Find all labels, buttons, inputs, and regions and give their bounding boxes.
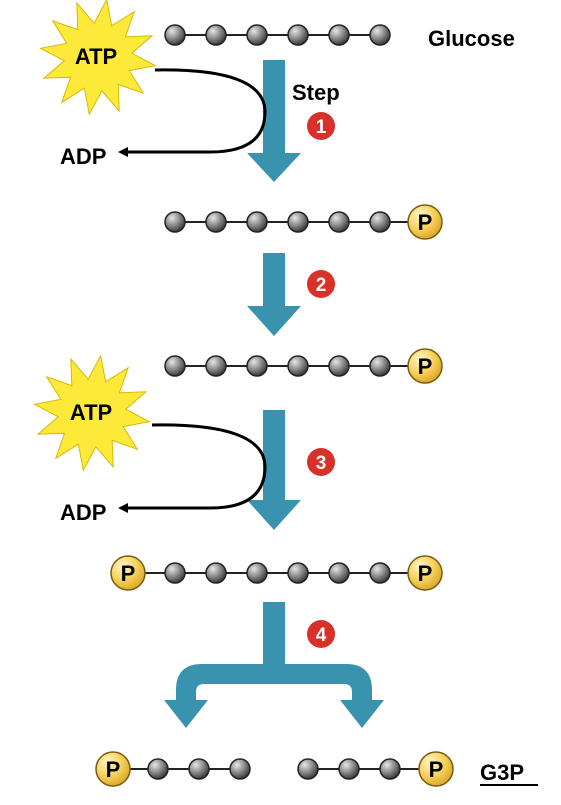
carbon-bead — [230, 759, 250, 779]
phosphate-group — [408, 349, 442, 383]
carbon-bead — [288, 356, 308, 376]
carbon-bead — [370, 356, 390, 376]
carbon-bead — [380, 759, 400, 779]
step-3-badge — [307, 448, 335, 476]
atp-label-2: ATP — [69, 400, 113, 425]
carbon-bead — [247, 563, 267, 583]
phosphate-label: P — [417, 354, 433, 379]
step-3-number: 3 — [315, 453, 327, 474]
adp-label-1: ADP — [60, 144, 107, 169]
fructose-1-6-bisphosphate-molecule — [111, 556, 442, 590]
glucose-label: Glucose — [428, 26, 515, 51]
phosphate-group — [408, 205, 442, 239]
carbon-bead — [329, 212, 349, 232]
carbon-bead — [165, 356, 185, 376]
carbon-bead — [165, 212, 185, 232]
carbon-bead — [288, 25, 308, 45]
phosphate-label: P — [428, 757, 444, 782]
step-2-badge — [307, 270, 335, 298]
step-1-number: 1 — [315, 117, 327, 138]
carbon-bead — [288, 212, 308, 232]
step-4-number: 4 — [315, 625, 327, 646]
carbon-bead — [288, 563, 308, 583]
step-2-arrow — [247, 253, 301, 336]
carbon-bead — [165, 25, 185, 45]
carbon-bead — [247, 25, 267, 45]
phosphate-group — [111, 556, 145, 590]
phosphate-label: P — [120, 561, 136, 586]
step-1-arrow — [247, 60, 301, 182]
phosphate-label: P — [105, 757, 121, 782]
carbon-bead — [247, 356, 267, 376]
atp-starburst-1 — [41, 0, 156, 114]
step-3-arrow — [247, 410, 301, 530]
g3p-molecule-right — [298, 752, 453, 786]
carbon-bead — [370, 212, 390, 232]
carbon-bead — [206, 25, 226, 45]
g3p-label: G3P — [480, 760, 525, 785]
step-4-badge — [307, 620, 335, 648]
glucose-molecule — [165, 25, 390, 45]
phosphate-label: P — [417, 561, 433, 586]
carbon-bead — [206, 563, 226, 583]
carbon-bead — [370, 25, 390, 45]
atp-to-adp-arrow-2 — [122, 425, 265, 508]
carbon-bead — [189, 759, 209, 779]
phosphate-group — [96, 752, 130, 786]
phosphate-group — [419, 752, 453, 786]
atp-starburst-2 — [35, 356, 150, 471]
phosphate-group — [408, 556, 442, 590]
phosphate-label: P — [417, 210, 433, 235]
carbon-bead — [298, 759, 318, 779]
g3p-molecule-left — [96, 752, 250, 786]
carbon-bead — [165, 563, 185, 583]
step-1-badge — [307, 112, 335, 140]
carbon-bead — [206, 356, 226, 376]
step-label: Step — [292, 80, 340, 105]
carbon-bead — [247, 212, 267, 232]
atp-label-1: ATP — [74, 44, 118, 69]
carbon-bead — [329, 25, 349, 45]
atp-to-adp-arrow-1 — [122, 70, 265, 152]
fructose-6-phosphate-molecule — [165, 349, 442, 383]
step-2-number: 2 — [315, 275, 327, 296]
step-4-split-arrow — [164, 602, 384, 728]
carbon-bead — [329, 563, 349, 583]
carbon-bead — [329, 356, 349, 376]
adp-label-2: ADP — [60, 500, 107, 525]
carbon-bead — [148, 759, 168, 779]
glucose-6-phosphate-molecule — [165, 205, 442, 239]
carbon-bead — [339, 759, 359, 779]
carbon-bead — [206, 212, 226, 232]
carbon-bead — [370, 563, 390, 583]
